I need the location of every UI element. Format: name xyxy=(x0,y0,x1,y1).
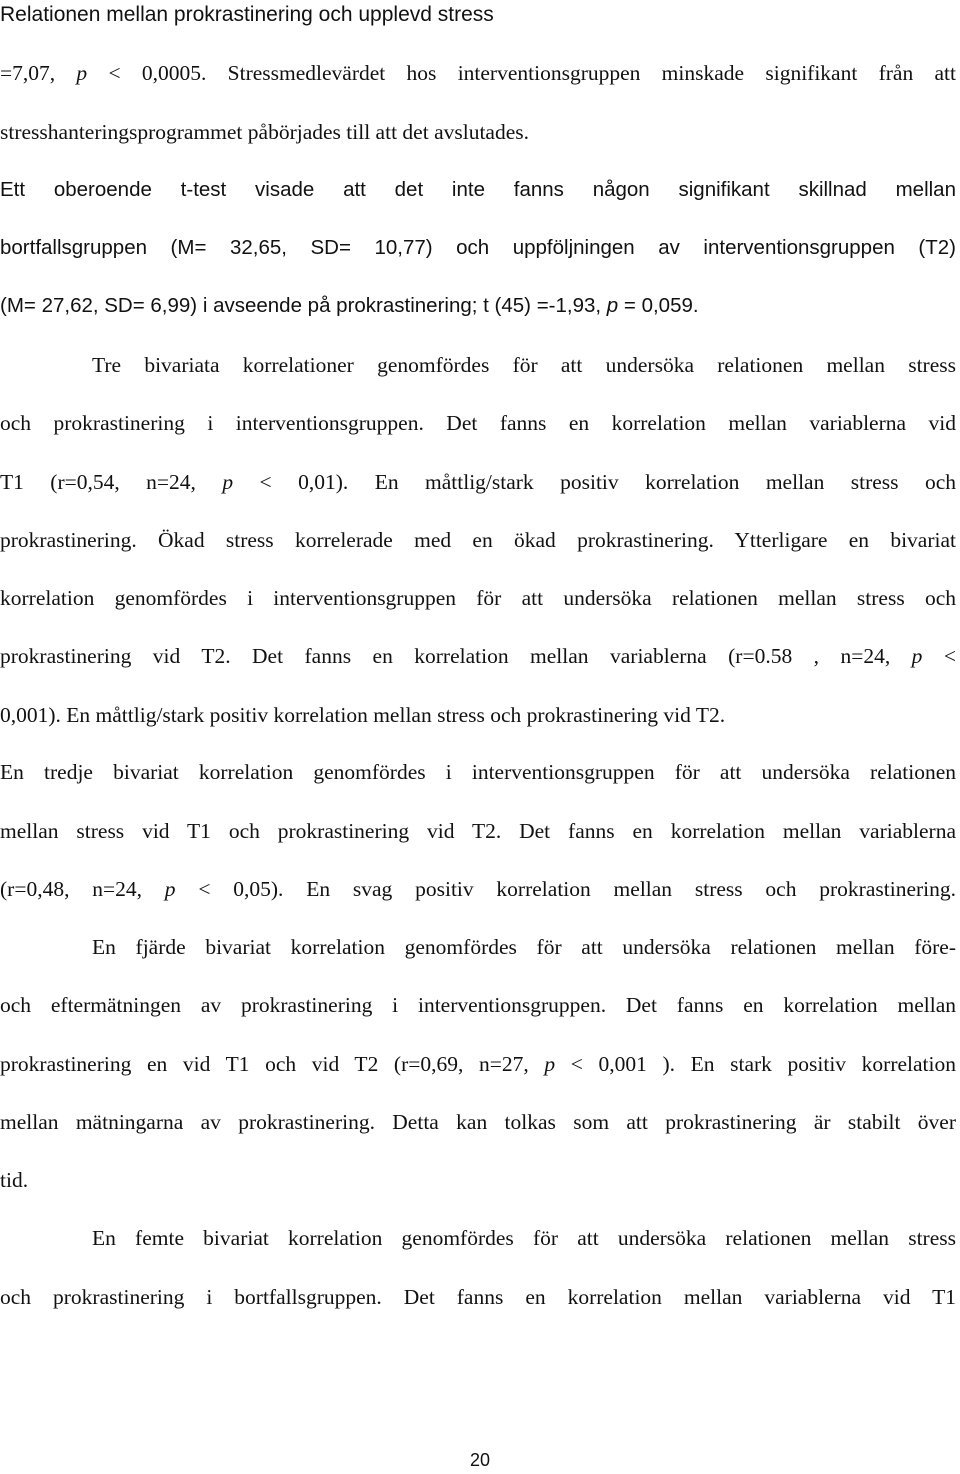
text-segment: < 0,05). En svag positiv korrelation mellan stress och prokrastinering. xyxy=(175,877,956,901)
text-line xyxy=(0,641,956,671)
text-segment: < 0,01). En måttlig/stark positiv korrelation mellan stress och xyxy=(233,470,956,494)
italic-symbol: p xyxy=(911,644,923,668)
running-header: Relationen mellan prokrastinering och upplevd stress xyxy=(0,3,494,26)
text-segment: =7,07, xyxy=(0,61,77,85)
text-segment: mellan mätningarna av prokrastinering. Detta kan tolkas som att prokrastinering är stabilt över xyxy=(0,1110,956,1134)
page-number: 20 xyxy=(469,1450,491,1470)
text-line xyxy=(0,175,956,205)
text-line xyxy=(0,757,956,787)
text-segment: prokrastinering. Ökad stress korrelerade med en ökad prokrastinering. Ytterligare en bivariat xyxy=(0,528,956,552)
text-segment: Ett oberoende t-test visade att det inte fanns någon signifikant skillnad mellan xyxy=(0,178,956,201)
text-segment: Tre bivariata korrelationer genomfördes för att undersöka relationen mellan stress xyxy=(92,353,956,377)
text-segment: korrelation genomfördes i interventionsgruppen för att undersöka relationen mellan stress och xyxy=(0,586,956,610)
text-line xyxy=(92,932,956,962)
text-line xyxy=(0,58,956,88)
text-line xyxy=(92,350,956,380)
text-segment: (M= 27,62, SD= 6,99) i avseende på prokrastinering; t (45) =-1,93, xyxy=(0,294,607,317)
text-line xyxy=(0,233,956,263)
text-line xyxy=(0,700,956,730)
text-line xyxy=(0,816,956,846)
text-segment: En fjärde bivariat korrelation genomfördes för att undersöka relationen mellan före- xyxy=(92,935,956,959)
text-segment: och prokrastinering i interventionsgruppen. Det fanns en korrelation mellan variablerna vid xyxy=(0,411,956,435)
italic-symbol: p xyxy=(164,877,176,901)
text-line xyxy=(0,467,956,497)
text-line xyxy=(0,874,956,904)
text-line xyxy=(92,1223,956,1253)
text-segment: bortfallsgruppen (M= 32,65, SD= 10,77) och uppföljningen av interventionsgruppen (T2) xyxy=(0,236,956,259)
text-segment: T1 (r=0,54, n=24, xyxy=(0,470,223,494)
text-segment: = 0,059. xyxy=(618,294,699,317)
italic-symbol: p xyxy=(222,470,234,494)
italic-symbol: p xyxy=(606,294,619,317)
text-segment: prokrastinering en vid T1 och vid T2 (r=0,69, n=27, xyxy=(0,1052,545,1076)
text-segment: mellan stress vid T1 och prokrastinering vid T2. Det fanns en korrelation mellan variablerna xyxy=(0,819,956,843)
text-line xyxy=(0,1049,956,1079)
text-segment: En tredje bivariat korrelation genomfördes i interventionsgruppen för att undersöka relationen xyxy=(0,760,956,784)
text-segment: 0,001). En måttlig/stark positiv korrelation mellan stress och prokrastinering vid T2. xyxy=(0,703,726,727)
text-line xyxy=(0,525,956,555)
text-segment: < 0,001 ). En stark positiv korrelation xyxy=(555,1052,956,1076)
text-line xyxy=(0,1282,956,1312)
text-segment: < 0,0005. Stressmedlevärdet hos interventionsgruppen minskade signifikant från att xyxy=(87,61,956,85)
text-segment: < xyxy=(922,644,956,668)
text-line xyxy=(0,990,956,1020)
italic-symbol: p xyxy=(76,61,88,85)
text-segment: prokrastinering vid T2. Det fanns en korrelation mellan variablerna (r=0.58 , n=24, xyxy=(0,644,912,668)
italic-symbol: p xyxy=(544,1052,556,1076)
text-line xyxy=(0,1165,956,1195)
text-segment: tid. xyxy=(0,1168,29,1192)
text-line xyxy=(0,1107,956,1137)
text-line xyxy=(0,291,956,321)
text-segment: (r=0,48, n=24, xyxy=(0,877,165,901)
text-segment: En femte bivariat korrelation genomfördes för att undersöka relationen mellan stress xyxy=(92,1226,956,1250)
text-segment: och prokrastinering i bortfallsgruppen. Det fanns en korrelation mellan variablerna vid T1 xyxy=(0,1285,956,1309)
text-line xyxy=(0,117,956,147)
text-line xyxy=(0,408,956,438)
text-segment: stresshanteringsprogrammet påbörjades till att det avslutades. xyxy=(0,120,529,144)
text-line xyxy=(0,583,956,613)
text-segment: och eftermätningen av prokrastinering i interventionsgruppen. Det fanns en korrelation mellan xyxy=(0,993,956,1017)
